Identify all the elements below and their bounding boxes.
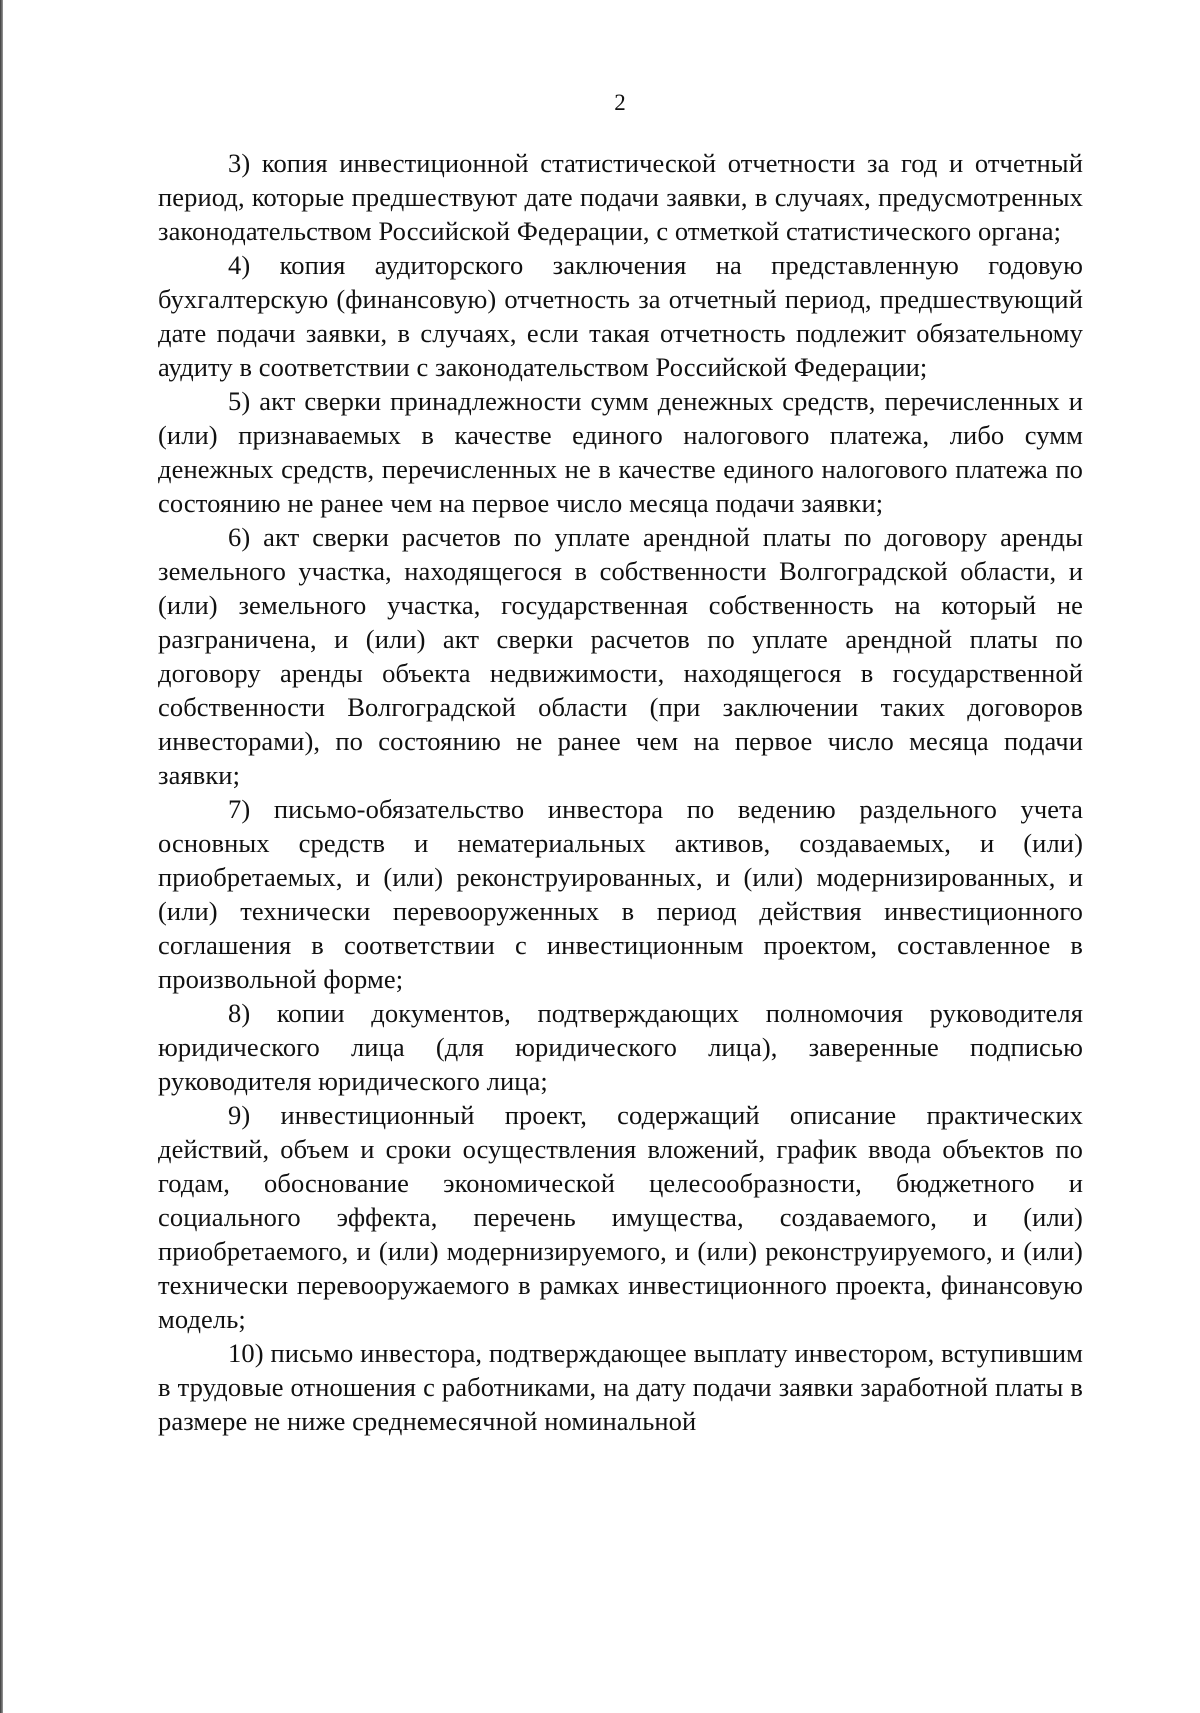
paragraph-item-10: 10) письмо инвестора, подтверждающее выплату инвестором, вступившим в трудовые отношения с работниками, на дату подачи заявки заработной платы в размере не ниже среднемесячной номинальной: [158, 1338, 1083, 1436]
paragraph-item-5: 5) акт сверки принадлежности сумм денежных средств, перечисленных и (или) признаваемых в качестве единого налогового платежа, либо сумм денежных средств, перечисленных не в качестве единого налогового платежа по состоянию не ранее чем на первое число месяца подачи заявки;: [158, 386, 1083, 518]
paragraph-item-7: 7) письмо-обязательство инвестора по ведению раздельного учета основных средств и нематериальных активов, создаваемых, и (или) приобретаемых, и (или) реконструированных, и (или) модернизированных, и (или) технически перевооруженных в период действия инвестиционного соглашения в соответствии с инвестиционным проектом, составленное в произвольной форме;: [158, 794, 1083, 994]
paragraph-item-8: 8) копии документов, подтверждающих полномочия руководителя юридического лица (для юридического лица), заверенные подписью руководителя юридического лица;: [158, 998, 1083, 1096]
document-body: [158, 146, 1083, 1438]
scan-edge: [0, 0, 3, 1713]
page-number: 2: [614, 90, 626, 115]
paragraph-item-9: 9) инвестиционный проект, содержащий описание практических действий, объем и сроки осуществления вложений, график ввода объектов по годам, обоснование экономической целесообразности, бюджетного и социального эффекта, перечень имущества, создаваемого, и (или) приобретаемого, и (или) модернизируемого, и (или) реконструируемого, и (или) технически перевооружаемого в рамках инвестиционного проекта, финансовую модель;: [158, 1100, 1083, 1334]
paragraph-item-4: 4) копия аудиторского заключения на представленную годовую бухгалтерскую (финансовую) отчетность за отчетный период, предшествующий дате подачи заявки, в случаях, если такая отчетность подлежит обязательному аудиту в соответствии с законодательством Российской Федерации;: [158, 250, 1083, 382]
paragraph-item-6: 6) акт сверки расчетов по уплате арендной платы по договору аренды земельного участка, находящегося в собственности Волгоградской области, и (или) земельного участка, государственная собственность на который не разграничена, и (или) акт сверки расчетов по уплате арендной платы по договору аренды объекта недвижимости, находящегося в государственной собственности Волгоградской области (при заключении таких договоров инвесторами), по состоянию не ранее чем на первое число месяца подачи заявки;: [158, 522, 1083, 790]
paragraph-item-3: 3) копия инвестиционной статистической отчетности за год и отчетный период, которые предшествуют дате подачи заявки, в случаях, предусмотренных законодательством Российской Федерации, с отметкой статистического органа;: [158, 148, 1083, 246]
